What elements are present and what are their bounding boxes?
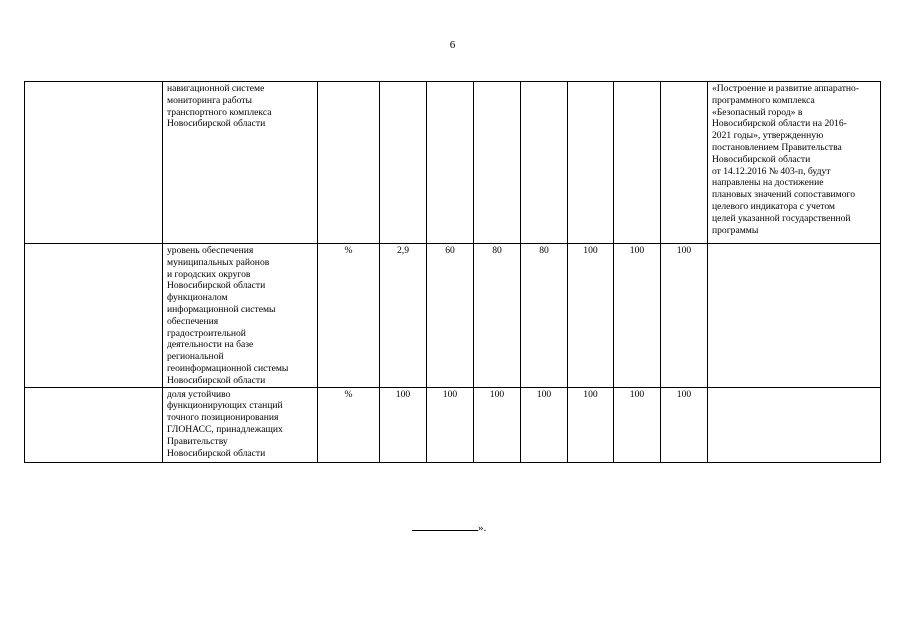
note-line: Новосибирской области — [712, 153, 811, 165]
note-line: программного комплекса — [712, 94, 815, 106]
note-line: от 14.12.2016 № 403-п, будут — [712, 165, 831, 177]
table-row — [25, 387, 881, 462]
indicator-name-line: доля устойчиво — [167, 388, 231, 400]
closing-underline — [412, 520, 478, 531]
indicator-name-line: ГЛОНАСС, принадлежащих — [167, 423, 283, 435]
value-cell — [521, 82, 568, 244]
value-cell — [380, 82, 427, 244]
value-cell: 100 — [661, 387, 708, 462]
indicator-name-line: деятельности на базе — [167, 339, 254, 351]
value-cell — [614, 82, 661, 244]
indicator-name-line: уровень обеспечения — [167, 245, 254, 256]
note-cell — [708, 244, 881, 388]
value-cell: 100 — [427, 387, 474, 462]
value-cell: 100 — [380, 387, 427, 462]
indicator-name-cell — [163, 244, 318, 388]
value-cell: 100 — [614, 244, 661, 388]
value-cell: 100 — [661, 244, 708, 388]
note-line: постановлением Правительства — [712, 141, 842, 153]
indicator-name-cell — [163, 82, 318, 244]
unit-cell — [318, 82, 380, 244]
value-cell: 80 — [521, 244, 568, 388]
indicator-name-line: Новосибирской области — [167, 280, 266, 292]
note-line: 2021 годы», утвержденную — [712, 130, 824, 142]
indicator-name-line: функционирующих станций — [167, 400, 283, 412]
note-cell — [708, 387, 881, 462]
value-cell: 100 — [474, 387, 521, 462]
value-cell: 100 — [568, 244, 614, 388]
note-line: «Безопасный город» в — [712, 106, 803, 118]
value-cell — [661, 82, 708, 244]
section-cell — [25, 82, 163, 244]
table-row — [25, 244, 881, 388]
indicator-name-line: Новосибирской области — [167, 447, 266, 459]
indicator-name-line: функционалом — [167, 292, 228, 304]
value-cell — [427, 82, 474, 244]
value-cell: 80 — [474, 244, 521, 388]
value-cell — [474, 82, 521, 244]
note-line: целей указанной государственной — [712, 212, 851, 224]
section-cell — [25, 244, 163, 388]
value-cell: 2,9 — [380, 244, 427, 388]
note-line: плановых значений сопоставимого — [712, 189, 856, 201]
indicators-table — [24, 81, 881, 463]
indicator-name-line: и городских округов — [167, 268, 251, 280]
note-line: программы — [712, 224, 759, 236]
indicator-name-line: Новосибирской области — [167, 374, 266, 386]
indicator-name-line: региональной — [167, 351, 224, 363]
indicator-name-line: мониторинга работы — [167, 94, 252, 106]
indicator-name-line: муниципальных районов — [167, 256, 270, 268]
section-cell — [25, 387, 163, 462]
indicator-name-line: информационной системы — [167, 303, 276, 315]
note-line: «Построение и развитие аппаратно- — [712, 83, 860, 94]
note-cell — [708, 82, 881, 244]
note-line: направлены на достижение — [712, 177, 824, 189]
indicator-name-line: градостроительной — [167, 327, 246, 339]
indicator-name-line: транспортного комплекса — [167, 106, 272, 118]
indicator-name-line: Новосибирской области — [167, 118, 266, 130]
note-line: целевого индикатора с учетом — [712, 200, 836, 212]
value-cell: 60 — [427, 244, 474, 388]
page-number: 6 — [449, 39, 456, 51]
indicator-name-line: точного позиционирования — [167, 412, 279, 424]
indicator-name-line: обеспечения — [167, 315, 219, 327]
table-row — [25, 82, 881, 244]
value-cell: 100 — [521, 387, 568, 462]
indicator-name-line: Правительству — [167, 435, 228, 447]
value-cell: 100 — [568, 387, 614, 462]
closing-mark — [412, 520, 486, 535]
value-cell: 100 — [614, 387, 661, 462]
value-cell — [568, 82, 614, 244]
indicator-name-line: навигационной системе — [167, 83, 265, 94]
unit-cell: % — [318, 244, 380, 388]
closing-quote: ». — [478, 522, 487, 534]
unit-cell: % — [318, 387, 380, 462]
indicator-name-line: геоинформационной системы — [167, 362, 289, 374]
indicator-name-cell — [163, 387, 318, 462]
note-line: Новосибирской области на 2016- — [712, 118, 847, 130]
